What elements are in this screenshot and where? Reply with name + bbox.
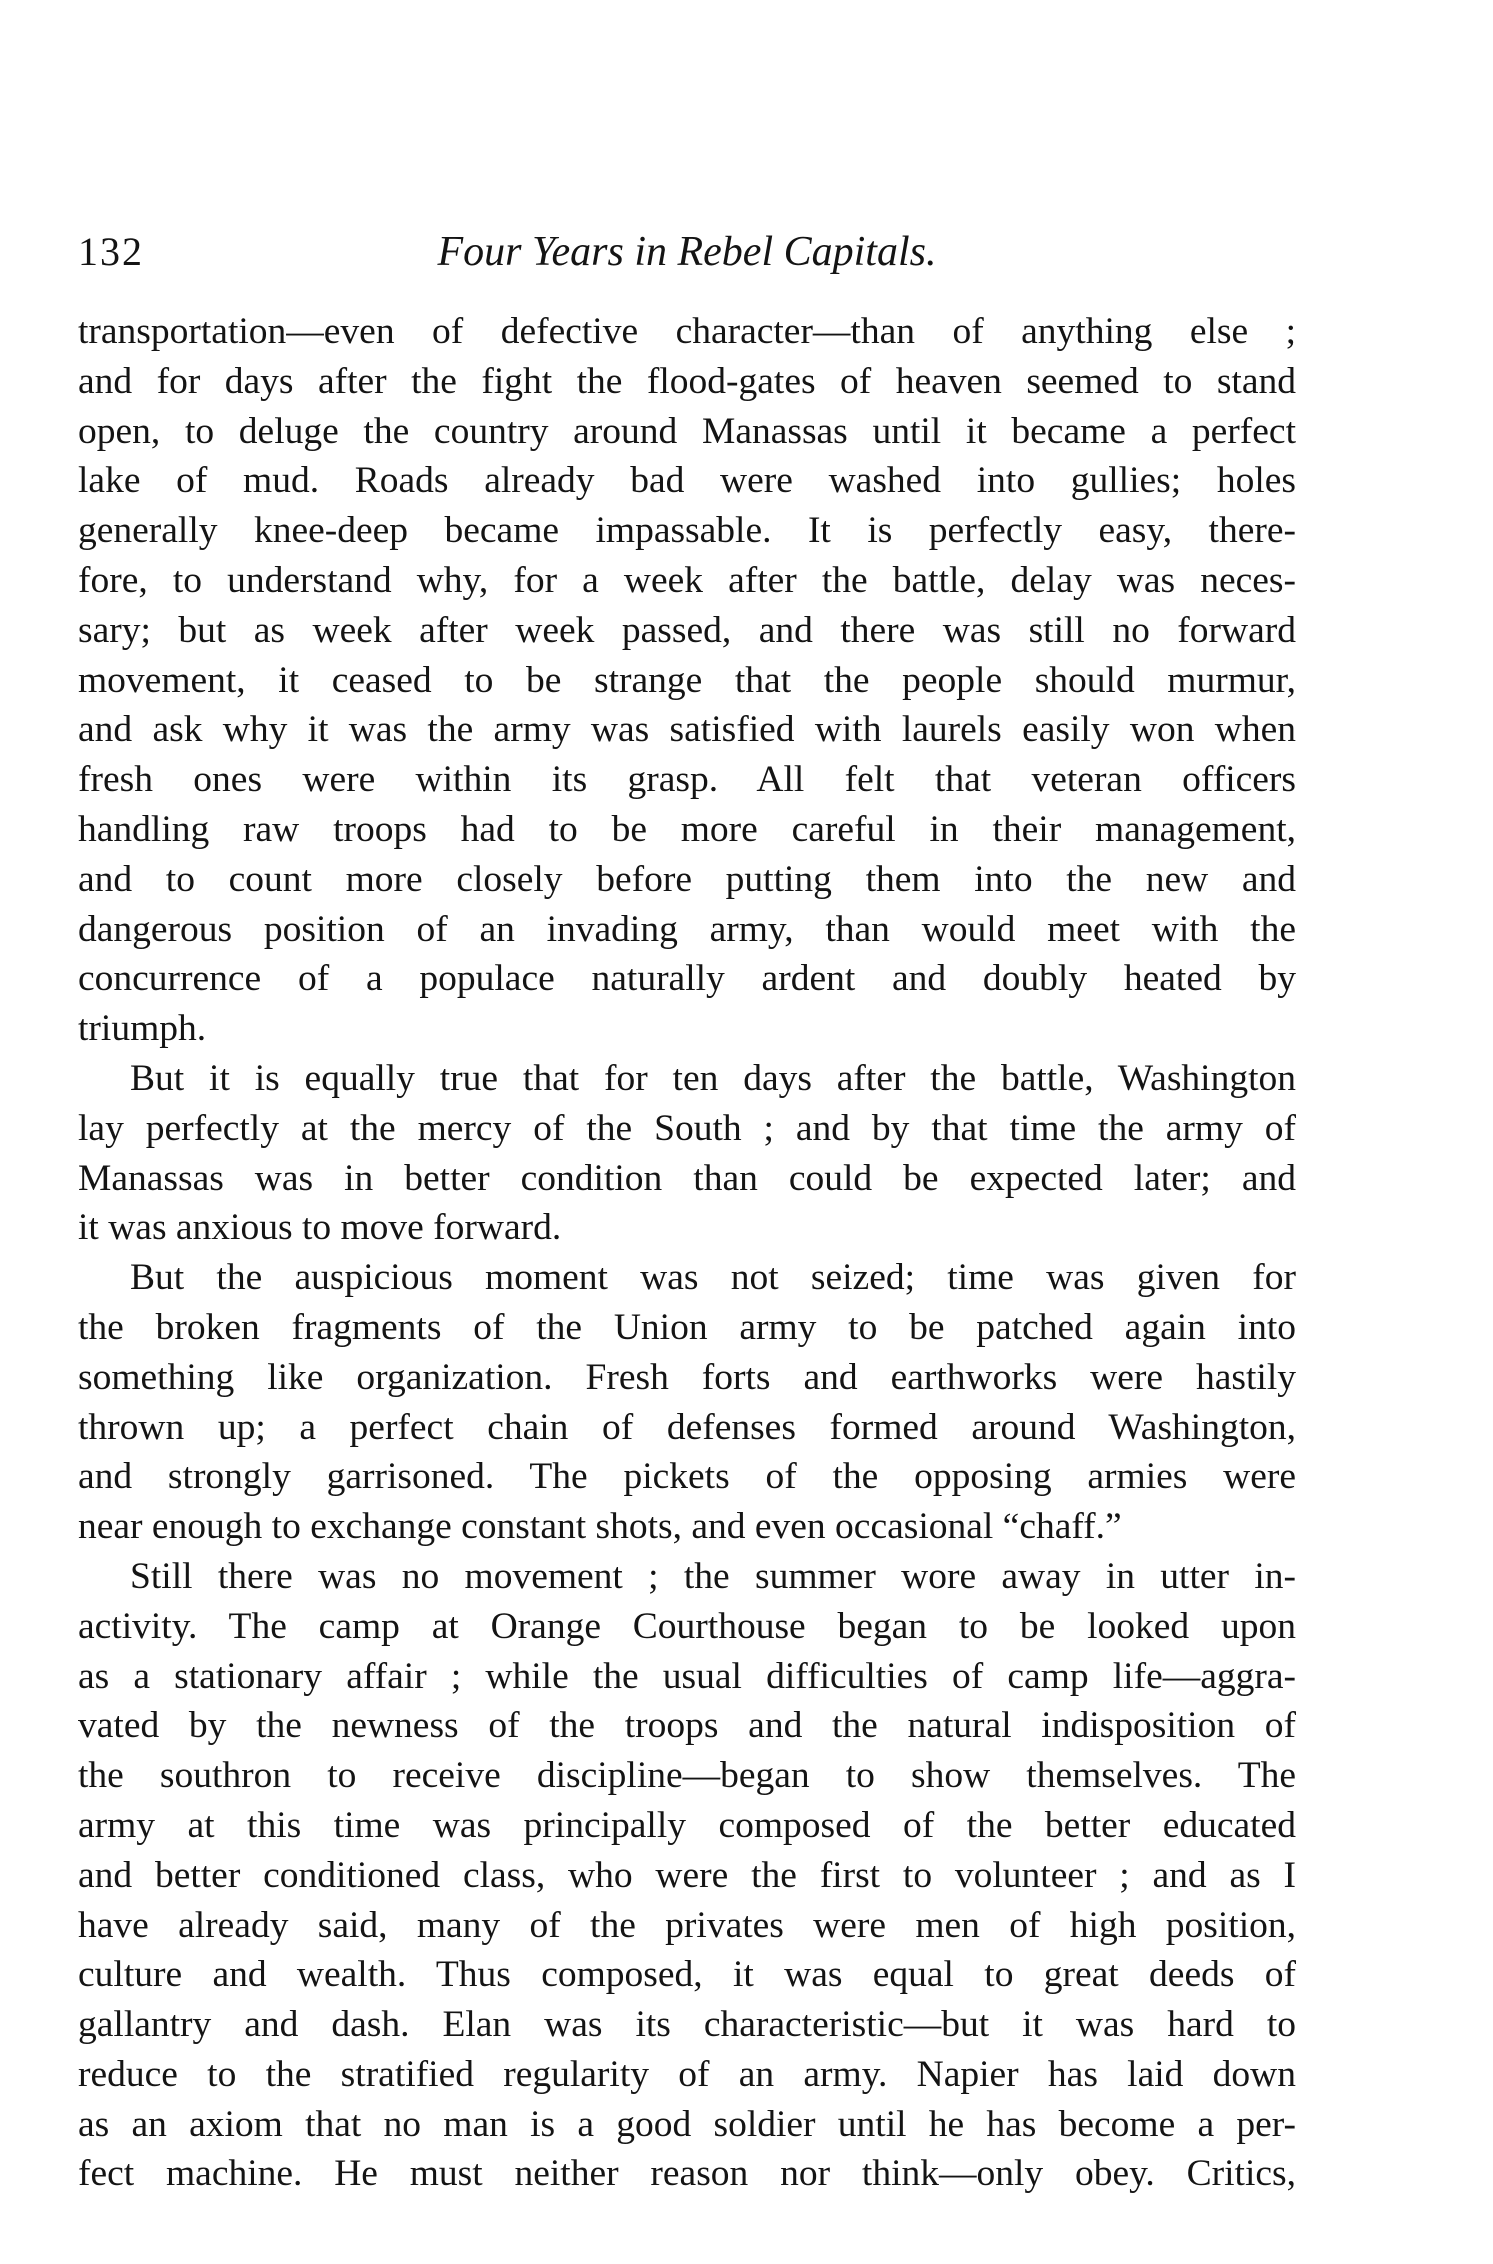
text-line: Manassas was in better condition than could be expected later; and [78,1157,1296,1199]
page-number: 132 [78,229,144,274]
page-header [78,228,1296,288]
text-line: something like organization. Fresh forts and earthworks were hastily [78,1356,1296,1398]
text-line: fect machine. He must neither reason nor think—only obey. Critics, [78,2153,1296,2195]
text-line: gallantry and dash. Elan was its characteristic—but it was hard to [78,2004,1296,2046]
text-line: Still there was no movement ; the summer wore away in utter in- [130,1555,1296,1597]
text-line: generally knee-deep became impassable. It is perfectly easy, there- [78,510,1296,552]
text-line: and to count more closely before putting them into the new and [78,858,1296,900]
text-line: have already said, many of the privates were men of high position, [78,1904,1296,1946]
text-line: triumph. [78,1008,207,1050]
text-line: dangerous position of an invading army, than would meet with the [78,908,1296,950]
text-line: open, to deluge the country around Manassas until it became a perfect [78,410,1296,452]
text-line: and for days after the fight the flood-gates of heaven seemed to stand [78,360,1296,402]
text-line: near enough to exchange constant shots, and even occasional “chaff.” [78,1506,1122,1548]
running-title: Four Years in Rebel Capitals. [437,229,937,275]
body-text [78,307,1296,2199]
text-line: movement, it ceased to be strange that the people should murmur, [78,659,1296,701]
text-line: fresh ones were within its grasp. All felt that veteran officers [78,759,1296,801]
text-line: reduce to the stratified regularity of an army. Napier has laid down [78,2053,1296,2095]
text-line: the southron to receive discipline—began to show themselves. The [78,1755,1296,1797]
text-line: thrown up; a perfect chain of defenses formed around Washington, [78,1406,1296,1448]
text-line: sary; but as week after week passed, and there was still no forward [78,609,1296,651]
text-line: transportation—even of defective character—than of anything else ; [78,311,1296,352]
text-line: culture and wealth. Thus composed, it was equal to great deeds of [78,1954,1296,1996]
text-line: army at this time was principally composed of the better educated [78,1804,1296,1846]
text-line: it was anxious to move forward. [78,1207,562,1249]
text-line: lay perfectly at the mercy of the South ; and by that time the army of [78,1107,1296,1149]
text-line: handling raw troops had to be more careful in their management, [78,808,1296,850]
text-line: as an axiom that no man is a good soldier until he has become a per- [78,2103,1296,2145]
text-line: But it is equally true that for ten days after the battle, Washington [130,1057,1296,1099]
text-line: the broken fragments of the Union army to be patched again into [78,1306,1296,1348]
text-line: But the auspicious moment was not seized; time was given for [130,1257,1296,1299]
text-line: activity. The camp at Orange Courthouse began to be looked upon [78,1605,1296,1647]
text-line: vated by the newness of the troops and the natural indisposition of [78,1705,1296,1747]
text-line: concurrence of a populace naturally ardent and doubly heated by [78,958,1296,1000]
text-line: as a stationary affair ; while the usual difficulties of camp life—aggra- [78,1655,1296,1697]
text-line: lake of mud. Roads already bad were washed into gullies; holes [78,460,1296,502]
text-line: and ask why it was the army was satisfied with laurels easily won when [78,709,1296,751]
text-line: and strongly garrisoned. The pickets of the opposing armies were [78,1456,1296,1498]
text-line: fore, to understand why, for a week after the battle, delay was neces- [78,559,1296,601]
text-line: and better conditioned class, who were the first to volunteer ; and as I [78,1854,1296,1896]
